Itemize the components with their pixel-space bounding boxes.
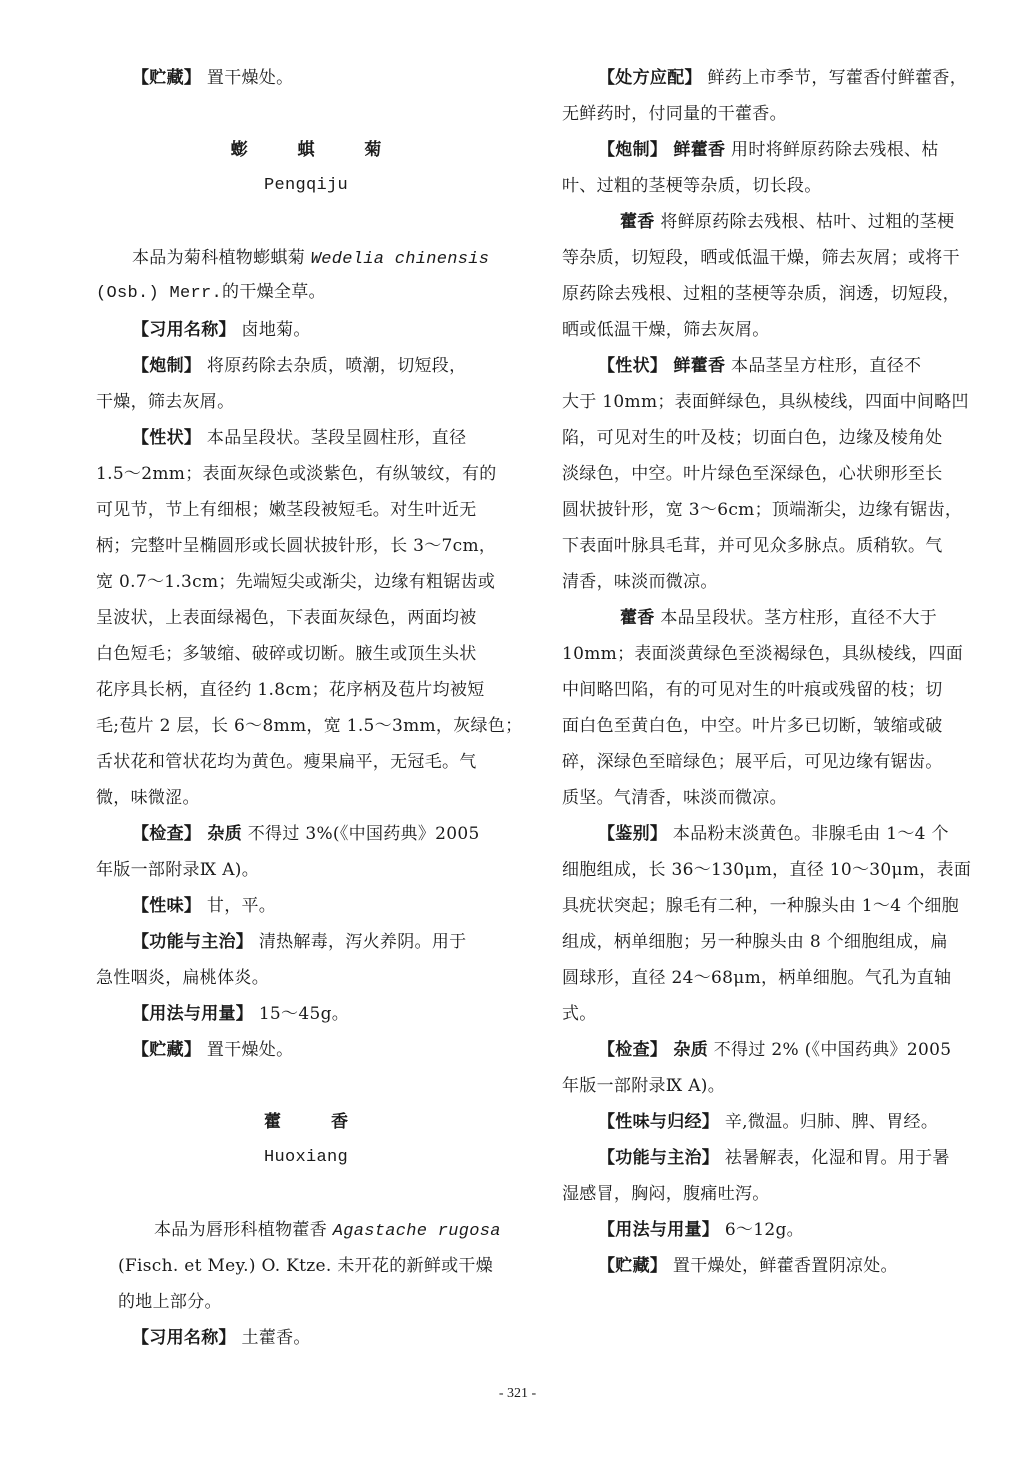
characters-line: 陷，可见对生的叶及枝；切面白色，边缘及棱角处 (562, 428, 943, 448)
alias-section (96, 312, 516, 348)
characters-line: 1.5～2mm；表面灰绿色或淡紫色，有纵皱纹，有的 (96, 464, 497, 484)
identification-line: 圆球形，直径 24～68μm，柄单细胞。气孔为直轴 (562, 968, 952, 988)
section-text: 本品呈段状。茎段呈圆柱形，直径 (201, 428, 467, 448)
section-text: 不得过 2% (《中国药典》2005 (708, 1040, 952, 1060)
section-tag: 【贮藏】 (132, 68, 202, 88)
characters-line: 质坚。气清香，味淡而微凉。 (562, 788, 787, 808)
processing-line: 晒或低温干燥，筛去灰屑。 (562, 320, 770, 340)
characters-line: 面白色至黄白色，中空。叶片多已切断，皱缩或破 (562, 716, 943, 736)
check-line: 年版一部附录Ⅸ A)。 (562, 1076, 726, 1096)
identification-line: 具疣状突起；腺毛有二种，一种腺头由 1～4 个细胞 (562, 896, 959, 916)
characters-dry-section (562, 600, 994, 636)
storage-section (96, 1032, 516, 1068)
prescription-line: 无鲜药时，付同量的干藿香。 (562, 104, 787, 124)
section-text: 本品呈段状。茎方柱形，直径不大于 (654, 608, 938, 628)
check-section (96, 816, 516, 852)
section-text: 置干燥处，鲜藿香置阴凉处。 (667, 1256, 898, 1276)
characters-line: 柄；完整叶呈椭圆形或长圆状披针形，长 3～7cm， (96, 536, 497, 556)
section-text: 将鲜原药除去残根、枯叶、过粗的茎梗 (654, 212, 955, 232)
intro-text: 本品为唇形科植物藿香 (154, 1220, 333, 1240)
section-text: 不得过 3%(《中国药典》2005 (242, 824, 480, 844)
intro-line: (Fisch. et Mey.) O. Ktze. 未开花的新鲜或干燥 (118, 1256, 494, 1276)
characters-line: 微，味微涩。 (96, 788, 200, 808)
monograph-pinyin-pengqiju: Pengqiju (263, 176, 348, 195)
identification-section (562, 816, 994, 852)
section-text: 本品粉末淡黄色。非腺毛由 1～4 个 (667, 824, 949, 844)
processing-dry-section (562, 204, 994, 240)
intro-line (96, 1212, 516, 1248)
characters-line: 舌状花和管状花均为黄色。瘦果扁平，无冠毛。气 (96, 752, 477, 772)
identification-line: 组成，柄单细胞；另一种腺头由 8 个细胞组成，扁 (562, 932, 948, 952)
processing-line: 等杂质，切短段，晒或低温干燥，筛去灰屑；或将干 (562, 248, 960, 268)
section-text: 辛,微温。归肺、脾、胃经。 (719, 1112, 939, 1132)
latin-name: Wedelia chinensis (310, 250, 490, 269)
storage-section-top (96, 60, 516, 96)
identification-line: 式。 (562, 1004, 597, 1024)
taste-section (96, 888, 516, 924)
characters-line: 淡绿色，中空。叶片绿色至深绿色，心状卵形至长 (562, 464, 943, 484)
characters-section (562, 348, 994, 384)
prescription-section (562, 60, 994, 96)
characters-line: 毛;苞片 2 层，长 6～8mm，宽 1.5～3mm，灰绿色； (96, 716, 523, 736)
section-tag: 【用法与用量】 (598, 1220, 720, 1240)
usage-section (96, 996, 516, 1032)
monograph-pinyin-huoxiang: Huoxiang (263, 1148, 348, 1167)
section-text: 15～45g。 (253, 1004, 350, 1024)
characters-line: 呈波状，上表面绿褐色，下表面灰绿色，两面均被 (96, 608, 477, 628)
section-tag: 藿香 (620, 608, 655, 628)
characters-line: 清香，味淡而微凉。 (562, 572, 718, 592)
section-text: 用时将鲜原药除去残根、枯 (725, 140, 939, 160)
characters-line: 白色短毛；多皱缩、破碎或切断。腋生或顶生头状 (96, 644, 477, 664)
section-tag: 【贮藏】 (132, 1040, 202, 1060)
section-text: 土藿香。 (235, 1328, 311, 1348)
alias-section (96, 1320, 516, 1356)
section-text: 将原药除去杂质，喷潮，切短段， (201, 356, 467, 376)
section-tag: 藿香 (620, 212, 655, 232)
section-tag: 【功能与主治】 (598, 1148, 720, 1168)
characters-line: 圆状披针形，宽 3～6cm；顶端渐尖，边缘有锯齿， (562, 500, 963, 520)
section-tag: 【检查】 杂质 (132, 824, 243, 844)
processing-section (96, 348, 516, 384)
left-column (96, 60, 523, 1356)
section-tag: 【习用名称】 (132, 1328, 236, 1348)
page-number: - 321 - (498, 1386, 537, 1401)
section-text: 6～12g。 (719, 1220, 804, 1240)
section-text: 甘，平。 (201, 896, 277, 916)
section-tag: 【处方应配】 (598, 68, 702, 88)
monograph-title-huoxiang: 藿 香 (264, 1112, 370, 1132)
intro-text: 本品为菊科植物蟛蜞菊 (132, 248, 311, 268)
storage-section (562, 1248, 994, 1284)
processing-line: 叶、过粗的茎梗等杂质，切长段。 (562, 176, 822, 196)
usage-section (562, 1212, 994, 1248)
characters-line: 宽 0.7～1.3cm；先端短尖或渐尖，边缘有粗锯齿或 (96, 572, 496, 592)
intro-line (96, 240, 516, 276)
characters-line: 碎，深绿色至暗绿色；展平后，可见边缘有锯齿。 (562, 752, 943, 772)
section-text: 清热解毒，泻火养阴。用于 (253, 932, 467, 952)
section-tag: 【性味】 (132, 896, 202, 916)
function-section (96, 924, 516, 960)
processing-line: 干燥，筛去灰屑。 (96, 392, 235, 412)
characters-line: 大于 10mm；表面鲜绿色，具纵棱线，四面中间略凹 (562, 392, 969, 412)
section-text: 祛暑解表，化湿和胃。用于暑 (719, 1148, 950, 1168)
section-tag: 【性状】 (132, 428, 202, 448)
characters-line: 花序具长柄，直径约 1.8cm；花序柄及苞片均被短 (96, 680, 485, 700)
characters-line: 中间略凹陷，有的可见对生的叶痕或残留的枝；切 (562, 680, 943, 700)
characters-line: 10mm；表面淡黄绿色至淡褐绿色，具纵棱线，四面 (562, 644, 964, 664)
taste-meridian-section (562, 1104, 994, 1140)
check-section (562, 1032, 994, 1068)
section-tag: 【鉴别】 (598, 824, 668, 844)
section-text: 置干燥处。 (201, 68, 294, 88)
function-line: 湿感冒，胸闷，腹痛吐泻。 (562, 1184, 770, 1204)
latin-name: Agastache rugosa (332, 1222, 501, 1241)
monograph-title-pengqiju: 蟛 蜞 菊 (230, 140, 404, 160)
section-text: 鲜药上市季节，写藿香付鲜藿香， (701, 68, 968, 88)
section-tag: 【炮制】 鲜藿香 (598, 140, 726, 160)
intro-line: (Osb.) Merr.的干燥全草。 (96, 284, 326, 303)
identification-line: 细胞组成，长 36～130μm，直径 10～30μm，表面 (562, 860, 972, 880)
section-tag: 【功能与主治】 (132, 932, 254, 952)
function-line: 急性咽炎，扁桃体炎。 (96, 968, 269, 988)
section-tag: 【贮藏】 (598, 1256, 668, 1276)
section-text: 本品茎呈方柱形，直径不 (725, 356, 922, 376)
characters-line: 下表面叶脉具毛茸，并可见众多脉点。质稍软。气 (562, 536, 943, 556)
section-tag: 【炮制】 (132, 356, 202, 376)
section-tag: 【习用名称】 (132, 320, 236, 340)
section-text: 卤地菊。 (235, 320, 311, 340)
processing-section (562, 132, 994, 168)
right-column (562, 60, 994, 1284)
function-section (562, 1140, 994, 1176)
characters-line: 可见节，节上有细根；嫩茎段被短毛。对生叶近无 (96, 500, 477, 520)
intro-line: 的地上部分。 (118, 1292, 222, 1312)
section-tag: 【用法与用量】 (132, 1004, 254, 1024)
check-line: 年版一部附录Ⅸ A)。 (96, 860, 260, 880)
processing-line: 原药除去残根、过粗的茎梗等杂质，润透，切短段， (562, 284, 960, 304)
section-tag: 【检查】 杂质 (598, 1040, 709, 1060)
section-text: 置干燥处。 (201, 1040, 294, 1060)
section-tag: 【性味与归经】 (598, 1112, 720, 1132)
section-tag: 【性状】 鲜藿香 (598, 356, 726, 376)
characters-section (96, 420, 516, 456)
